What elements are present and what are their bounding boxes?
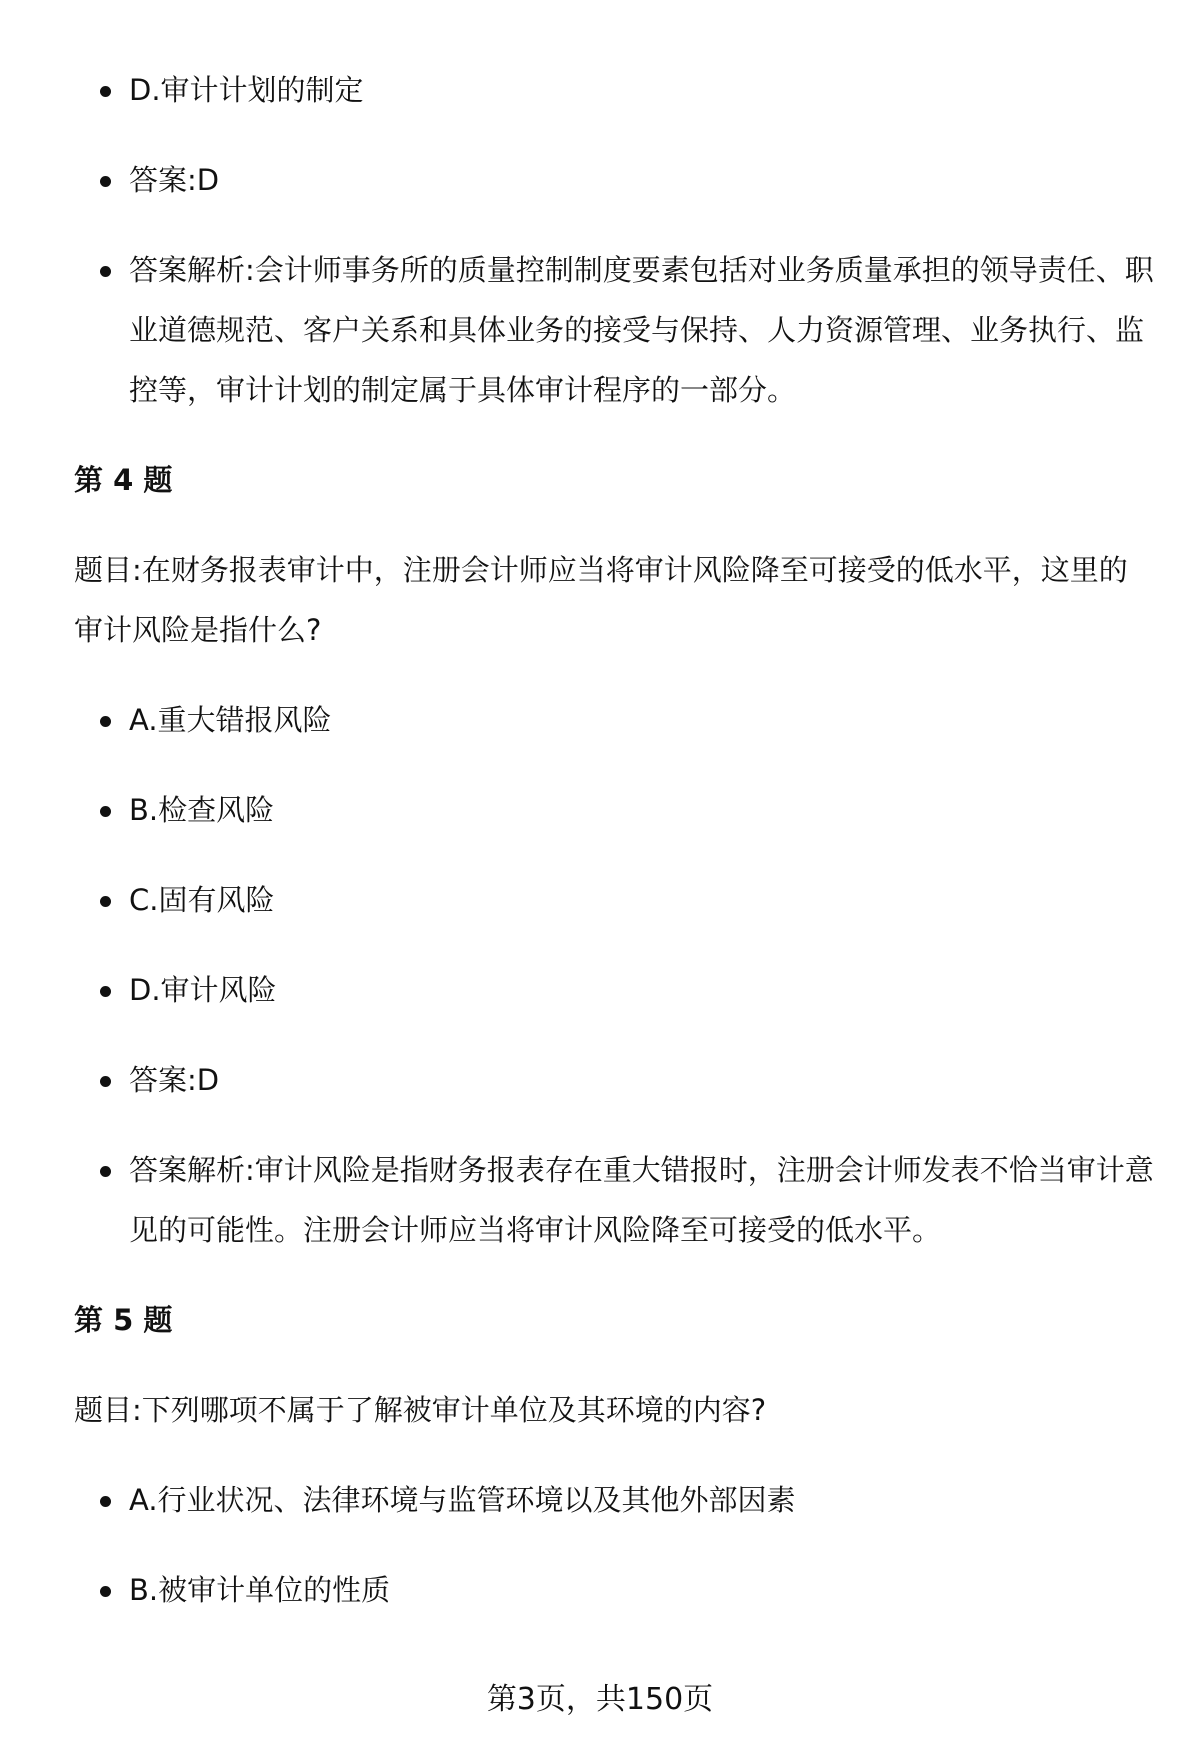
question-4-heading: 第 4 题 [74, 463, 173, 497]
option-d: D.审计风险 [74, 960, 1154, 1020]
option-d: D.审计计划的制定 [74, 60, 1154, 120]
prev-question-items [74, 60, 1154, 420]
page-number-footer: 第3页，共150页 [486, 1682, 714, 1717]
option-a: A.行业状况、法律环境与监管环境以及其他外部因素 [74, 1470, 1154, 1530]
option-b: B.被审计单位的性质 [74, 1560, 1154, 1620]
answer: 答案:D [74, 150, 1154, 210]
page-content [74, 60, 1154, 1650]
question-5-text: 题目:下列哪项不属于了解被审计单位及其环境的内容? [74, 1393, 767, 1427]
option-a: A.重大错报风险 [74, 690, 1154, 750]
question-4-items [74, 690, 1154, 1260]
question-5-items [74, 1470, 1154, 1620]
question-5-heading: 第 5 题 [74, 1303, 173, 1337]
answer-explanation: 答案解析:审计风险是指财务报表存在重大错报时，注册会计师发表不恰当审计意见的可能性。注册会计师应当将审计风险降至可接受的低水平。 [74, 1140, 1154, 1260]
answer-explanation: 答案解析:会计师事务所的质量控制制度要素包括对业务质量承担的领导责任、职业道德规范、客户关系和具体业务的接受与保持、人力资源管理、业务执行、监控等，审计计划的制定属于具体审计程序的一部分。 [74, 240, 1154, 420]
option-b: B.检查风险 [74, 780, 1154, 840]
answer: 答案:D [74, 1050, 1154, 1110]
option-c: C.固有风险 [74, 870, 1154, 930]
question-4-text: 题目:在财务报表审计中，注册会计师应当将审计风险降至可接受的低水平，这里的审计风险是指什么? [74, 553, 1128, 647]
